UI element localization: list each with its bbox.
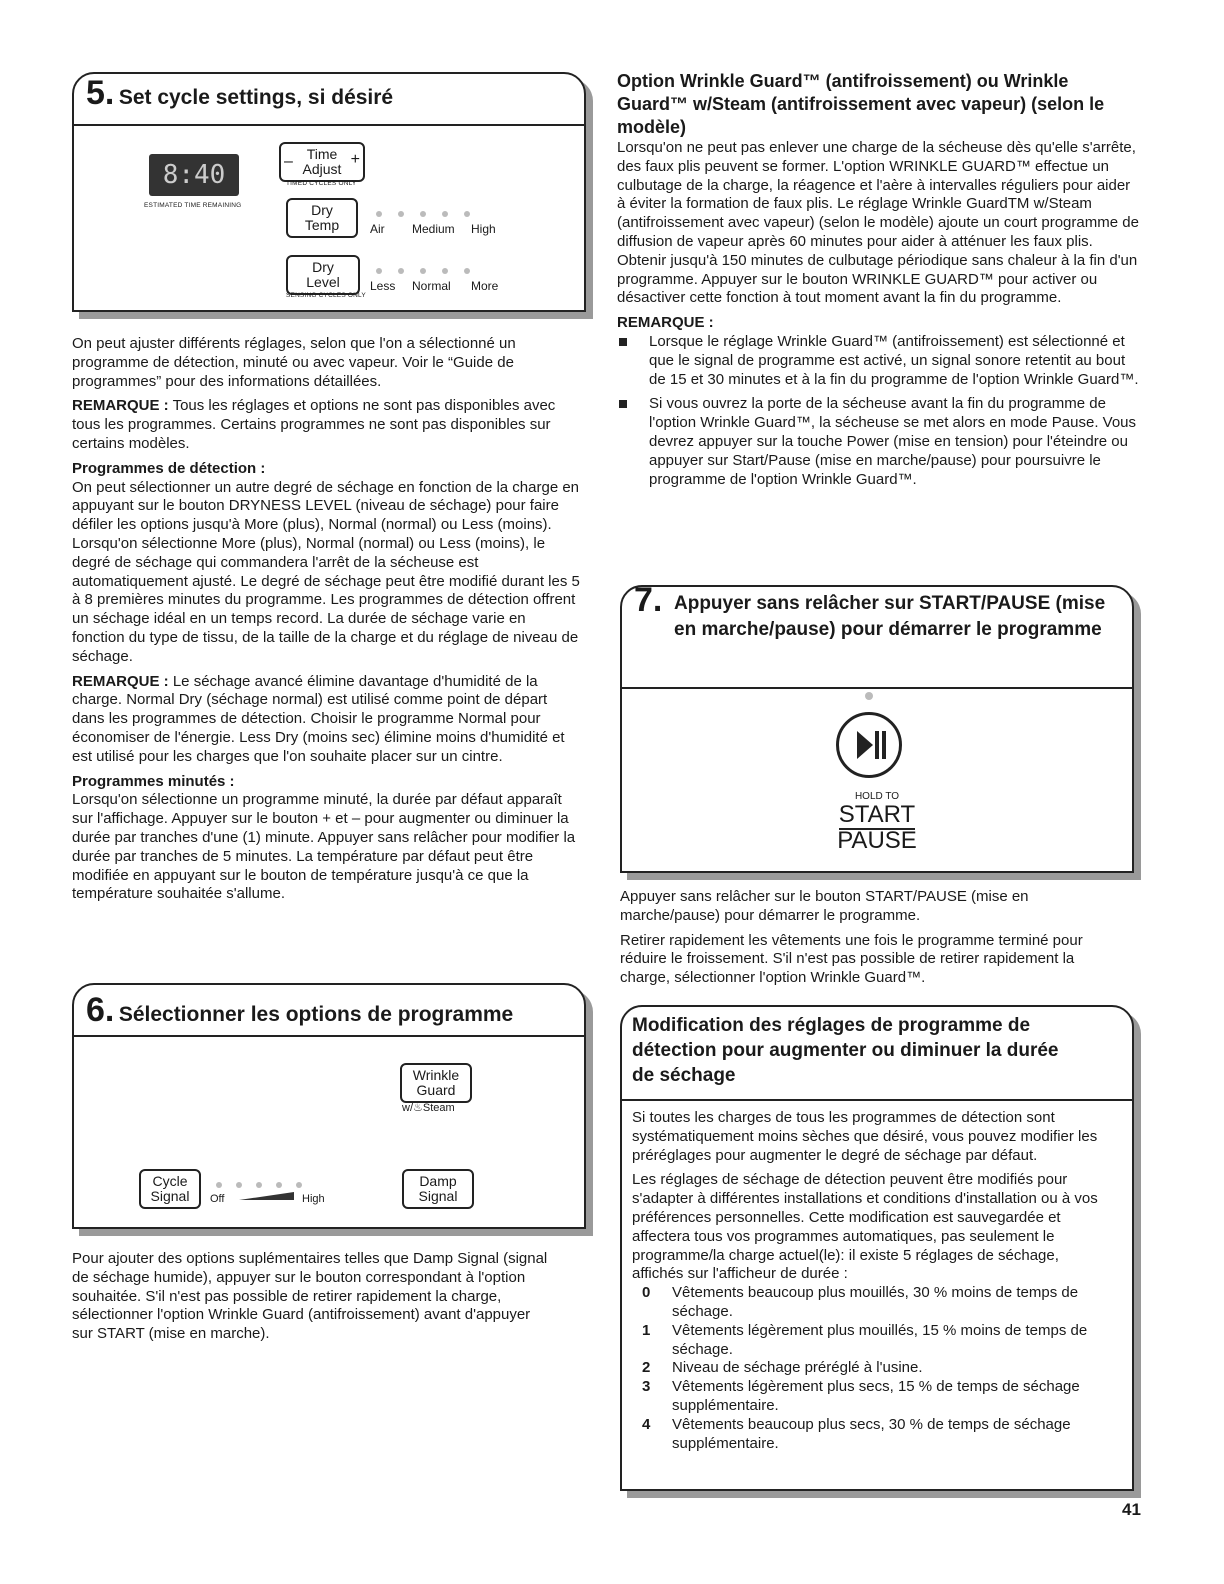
button-label: Dry <box>312 259 334 275</box>
plus-icon: + <box>350 151 360 168</box>
indicator-light <box>865 692 873 700</box>
step5-header <box>74 74 584 126</box>
level-label: Medium <box>412 222 455 236</box>
page-number: 41 <box>1122 1500 1141 1519</box>
level-label: More <box>471 279 499 293</box>
paragraph: REMARQUE : Le séchage avancé élimine davantage d'humidité de la charge. Normal Dry (séchage normal) est utilisé comme point de départ dans les programmes de détection. Choisir le programme Normal pour économiser de l'énergie. Less Dry (moins sec) élimine moins d'humidité et est utilisé pour les charges que l'on souhaite placer sur un cintre. <box>72 672 565 765</box>
subheading: Programmes minutés : <box>72 772 235 790</box>
button-label: Dry <box>311 202 333 218</box>
paragraph: Pour ajouter des options suplémentaires telles que Damp Signal (signal de séchage humide), appuyer sur le bouton correspondant à l'option souhaitée. S'il n'est pas possible de retirer rapidement la charge, sélectionner l'option Wrinkle Guard (antifroissement) avant d'appuyer sur START (mise en marche). <box>72 1250 548 1343</box>
button-label: Temp <box>304 217 340 233</box>
level-label: Air <box>370 222 385 236</box>
button-label: Guard <box>416 1082 456 1098</box>
step7-header <box>622 581 1132 689</box>
paragraph: Appuyer sans relâcher sur le bouton START/PAUSE (mise en marche/pause) pour démarrer le programme. <box>620 888 1029 924</box>
button-label: Signal <box>418 1188 458 1204</box>
button-label: Damp <box>419 1173 457 1189</box>
off-label: Off <box>210 1193 225 1205</box>
list-item: 2 Niveau de séchage préréglé à l'usine. <box>642 1359 923 1377</box>
step-title: Sélectionner les options de programme <box>118 1003 514 1026</box>
button-label: Time <box>306 146 338 162</box>
step7-box <box>620 581 1134 873</box>
level-label: Normal <box>412 279 451 293</box>
list-item: Lorsque le réglage Wrinkle Guard™ (antifroissement) est sélectionné et que le signal de programme est activé, un signal sonore retentit au bout de 15 et 30 minutes et à la fin du programme de l'option Wrinkle Guard™. <box>617 333 1142 389</box>
list-item: 1 Vêtements légèrement plus mouillés, 15 % moins de temps de séchage. <box>642 1321 1088 1358</box>
sensing-note: SENSING CYCLES ONLY <box>286 292 366 299</box>
level-indicator-dots <box>376 261 486 279</box>
subheading: REMARQUE : <box>617 314 714 332</box>
step-title: Set cycle settings, si désiré <box>118 86 394 109</box>
level-label: Less <box>370 279 396 293</box>
dryness-settings-list <box>632 1284 1102 1453</box>
paragraph: Lorsqu'on ne peut pas enlever une charge de la sécheuse dès qu'elle s'arrête, des faux plis peuvent se former. L'option WRINKLE GUARD™ effectue un culbutage de la charge, la réagence et l'aère à intervalles réguliers pour aider à éviter la formation de faux plis. Le réglage Wrinkle GuardTM w/Steam (antifroissement avec vapeur) (selon le modèle) ajoute un court programme de diffusion de vapeur après 60 minutes pour aider à atténuer les faux plis. Obtenir jusqu'à 150 minutes de culbutage périodique sans chaleur à la fin d'un programme. Appuyer sur le bouton WRINKLE GUARD™ pour activer ou désactiver cette fonction à tout moment avant la fin du programme. <box>617 139 1139 307</box>
list-item: 0 Vêtements beaucoup plus mouillés, 30 % moins de temps de séchage. <box>642 1284 1079 1320</box>
signal-indicator-dots <box>216 1175 318 1193</box>
button-label: Cycle <box>152 1173 188 1189</box>
left-text-2 <box>72 1250 552 1350</box>
right-text <box>617 70 1142 495</box>
paragraph: Retirer rapidement les vêtements une fois le programme terminé pour réduire le froissement. S'il n'est pas possible de retirer rapidement la charge, sélectionner l'option Wrinkle Guard™. <box>620 931 1083 987</box>
step6-box <box>72 983 586 1229</box>
button-label: Adjust <box>302 161 342 177</box>
left-text <box>72 335 582 910</box>
step-number: 6. <box>86 991 115 1029</box>
paragraph: Lorsqu'on sélectionne un programme minuté, la durée par défaut apparaît sur l'affichage. Appuyer sur le bouton + et – pour augmenter ou diminuer la durée par tranches d'une (1) minute. Appuyer sans relâcher pour modifier la durée par tranches de 5 minutes. La température par défaut peut être modifiée en appuyant sur le bouton de température jusqu'à ce que la température souhaitée s'allume. <box>72 791 576 903</box>
list-item: Si vous ouvrez la porte de la sécheuse avant la fin du programme de l'option Wrinkle Guard™, la sécheuse se met alors en mode Pause. Vous devrez appuyer sur la touche Power (mise en tension) pour l'éteindre ou appuyer sur Start/Pause (mise en marche/pause) pour poursuivre le programme de l'option Wrinkle Guard™. <box>617 395 1142 489</box>
paragraph: REMARQUE : Tous les réglages et options ne sont pas disponibles avec tous les programmes. Certains programmes ne sont pas disponibles sur certains modèles. <box>72 397 556 452</box>
dry-level-button[interactable] <box>286 255 360 295</box>
damp-signal-button[interactable] <box>402 1169 474 1209</box>
step5-box <box>72 72 586 312</box>
step-number: 5. <box>86 74 115 112</box>
start-pause-button[interactable] <box>836 712 902 778</box>
wrinkle-guard-button[interactable] <box>400 1063 472 1103</box>
button-label: Signal <box>150 1188 190 1204</box>
note-list <box>617 333 1142 489</box>
list-item: 4 Vêtements beaucoup plus secs, 30 % de temps de séchage supplémentaire. <box>642 1415 1071 1452</box>
volume-ramp-icon <box>239 1192 294 1200</box>
cycle-signal-button[interactable] <box>139 1169 201 1209</box>
button-label: Level <box>306 274 340 290</box>
level-label: High <box>471 222 496 236</box>
paragraph: On peut sélectionner un autre degré de séchage en fonction de la charge en appuyant sur le bouton DRYNESS LEVEL (niveau de séchage) pour faire défiler les options jusqu'à More (plus), Normal (normal) ou Less (moins). Lorsqu'on sélectionne More (plus), Normal (normal) ou Less (moins), le degré de séchage qui commandera l'arrêt de la sécheuse est automatiquement ajusté. Le degré de séchage peut être modifié durant les 5 à 8 premières minutes du programme. Les programmes de détection offrent un séchage idéal en un temps record. La durée de séchage varie en fonction du type de tissu, de la taille de la charge et du réglage de niveau de séchage. <box>72 478 580 665</box>
list-item: 3 Vêtements légèrement plus secs, 15 % de temps de séchage supplémentaire. <box>642 1378 1080 1414</box>
steam-label: w/♨Steam <box>402 1102 455 1114</box>
step-title: Appuyer sans relâcher sur START/PAUSE (mise en marche/pause) pour démarrer le programme <box>674 593 1106 640</box>
section-heading: Option Wrinkle Guard™ (antifroissement) ou Wrinkle Guard™ w/Steam (antifroissement avec vapeur) (selon le modèle) <box>617 71 1105 137</box>
modification-header: Modification des réglages de programme de détection pour augmenter ou diminuer la durée de séchage <box>622 1007 1132 1101</box>
high-label: High <box>302 1193 325 1205</box>
paragraph: On peut ajuster différents réglages, selon que l'on a sélectionné un programme de détection, minuté ou avec vapeur. Voir le “Guide de programmes” pour des informations détaillées. <box>72 335 516 390</box>
play-pause-icon <box>839 715 899 775</box>
time-adjust-button[interactable] <box>279 142 365 182</box>
display-label: ESTIMATED TIME REMAINING <box>144 202 242 209</box>
right-text-2 <box>620 888 1120 994</box>
time-display: 8:40 <box>149 154 239 196</box>
timed-note: TIMED CYCLES ONLY <box>286 180 357 187</box>
step-number: 7. <box>634 581 663 619</box>
paragraph: Les réglages de séchage de détection peuvent être modifiés pour s'adapter à différentes installations et conditions d'installation ou à vos préférences personnelles. Cette modification est sauvegardée et affectera tous vos programmes automatiques, pas seulement le programme/la charge actuel(le): il existe 5 réglages de séchage, affichés sur l'afficheur de durée : <box>632 1171 1098 1283</box>
subheading: Programmes de détection : <box>72 459 266 477</box>
hold-to-label: HOLD TO <box>854 791 900 802</box>
start-pause-label: START PAUSE <box>837 801 917 854</box>
paragraph: Si toutes les charges de tous les programmes de détection sont systématiquement moins sèches que désiré, vous pouvez modifier les préréglages pour augmenter le degré de séchage par défaut. <box>632 1109 1098 1164</box>
step6-header <box>74 985 584 1037</box>
temp-indicator-dots <box>376 204 486 222</box>
modification-box <box>620 1005 1134 1491</box>
dry-temp-button[interactable] <box>286 198 358 238</box>
minus-icon: – <box>284 153 293 170</box>
button-label: Wrinkle <box>412 1067 460 1083</box>
